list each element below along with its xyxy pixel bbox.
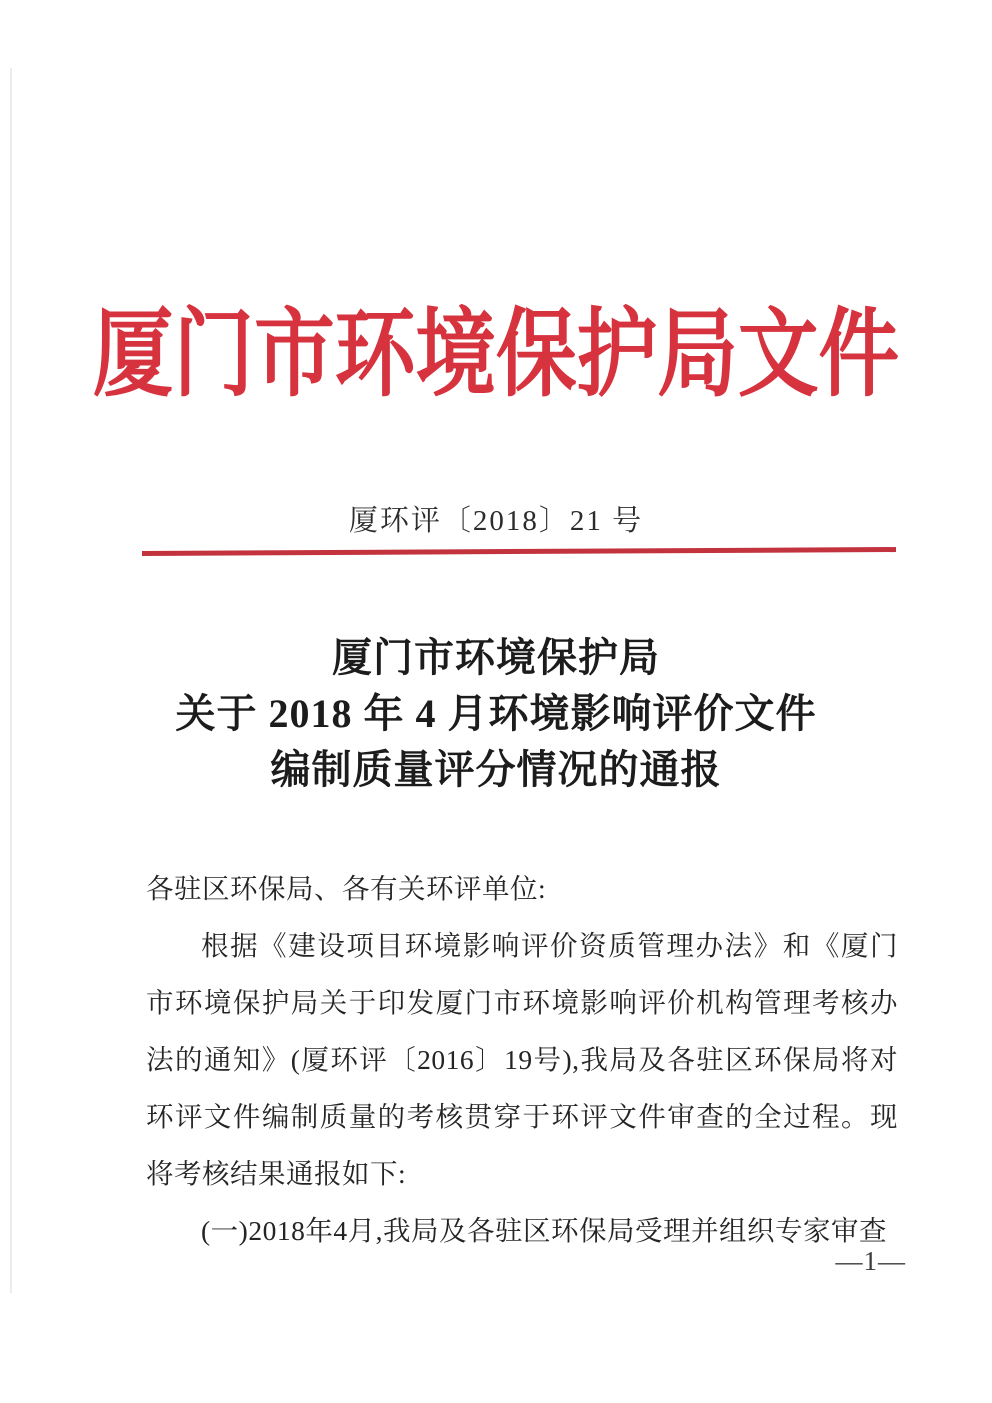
red-divider-line [142,547,896,556]
document-number: 厦环评〔2018〕21 号 [348,505,644,537]
document-body [146,860,898,1259]
document-title-line2: 关于 2018 年 4 月环境影响评价文件 [175,691,817,736]
document-title [0,630,992,798]
page-number: —1— [835,1246,906,1276]
document-org-header: 厦门市环境保护局文件 [92,301,900,408]
body-paragraph: (一)2018年4月,我局及各驻区环保局受理并组织专家审查 [201,1215,887,1246]
document-title-line1: 厦门市环境保护局 [332,635,660,680]
document-title-line3: 编制质量评分情况的通报 [270,747,722,792]
salutation-line: 各驻区环保局、各有关环评单位: [146,873,547,904]
body-paragraphs [146,917,898,1259]
body-paragraph: 根据《建设项目环境影响评价资质管理办法》和《厦门市环境保护局关于印发厦门市环境影响评价机构管理考核办法的通知》(厦环评〔2016〕19号),我局及各驻区环保局将对环评文件编制质量的考核贯穿于环评文件审查的全过程。现将考核结果通报如下: [146,930,898,1189]
